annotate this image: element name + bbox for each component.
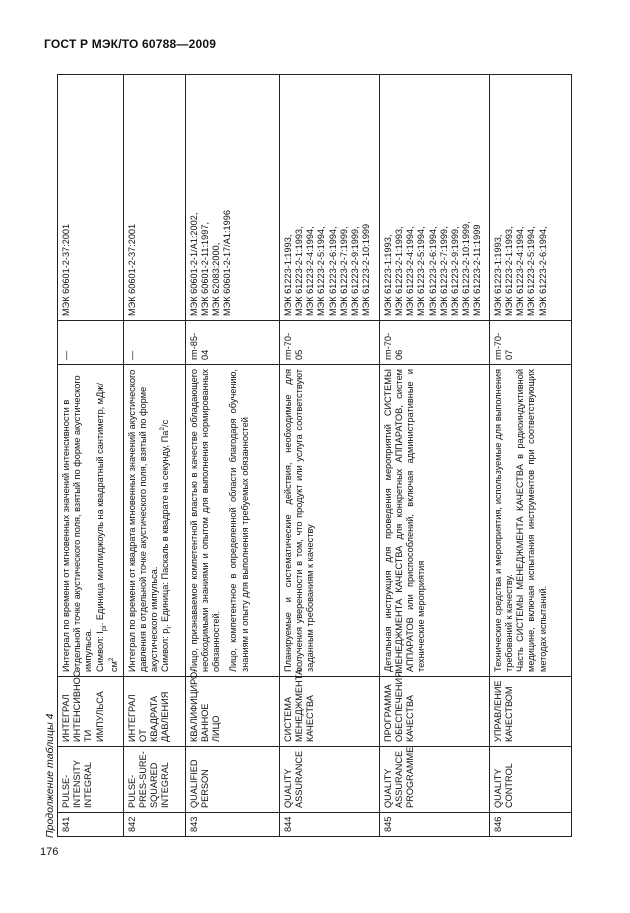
page-number: 176 (40, 846, 59, 858)
table-row (379, 75, 489, 837)
term-en: QUALITY ASSURANCE PROGRAMME (379, 747, 489, 813)
table-row (123, 75, 185, 837)
term-en: QUALITY ASSURANCE (279, 747, 379, 813)
document-header: ГОСТ Р МЭК/ТО 60788—2009 (44, 37, 217, 51)
definition-text: Интеграл по времени от мгновенных значений интенсивности в отдельной точке акустического поля, взятый по форме акустического импульса. (61, 375, 94, 672)
term-ru: ПРОГРАММА ОБЕСПЕЧЕНИЯ КАЧЕСТВА (379, 677, 489, 747)
term-en: PULSE-PRES-SURE-SQUARED INTEGRAL (123, 747, 185, 813)
term-code: — (58, 321, 124, 365)
term-number: 842 (123, 813, 185, 837)
table-row (58, 75, 124, 837)
term-en: PULSE-INTENSITY INTEGRAL (58, 747, 124, 813)
rotated-table-wrapper (57, 75, 567, 837)
term-number: 843 (185, 813, 279, 837)
table-row (279, 75, 379, 837)
term-en: QUALIFIED PERSON (185, 747, 279, 813)
term-ru: ИНТЕГРАЛ ИНТЕНСИВНОС-ТИ ИМПУЛЬСА (58, 677, 124, 747)
term-code: — (123, 321, 185, 365)
definition-symbol: Символ: $p_i$. Единица: Паскаль в квадрате на секунду, $Па^2/с$ (159, 419, 174, 672)
term-code: rm-85-04 (185, 321, 279, 365)
definition-symbol: Символ: $I_{pi}$. Единица миллиджоуль на квадратный сантиметр, мДж/$см^2$ (94, 382, 119, 672)
term-ru: СИСТЕМА МЕНЕДЖМЕНТА КАЧЕСТВА (279, 677, 379, 747)
term-number: 841 (58, 813, 124, 837)
term-code: rm-70-05 (279, 321, 379, 365)
table-continuation-label: Продолжение таблицы 4 (44, 713, 56, 838)
term-definition: Планируемые и систематические действия, необходимые для получения уверенности в том, что продукт или услуга соответствуют заданным требованиям к качеству (279, 365, 379, 677)
table-row (489, 75, 571, 837)
term-definition: Детальная инструкция для проведения мероприятий СИСТЕМЫ МЕНЕДЖМЕНТА КАЧЕСТВА для конкретных АППАРАТОВ, систем АППАРАТОВ или приспособлений, включая административные и технические мероприятия (379, 365, 489, 677)
term-number: 845 (379, 813, 489, 837)
term-references: МЭК 60601-2-37:2001 (58, 75, 124, 321)
definition-text: Интеграл по времени от квадрата мгновенных значений акустического давления в отдельной точке акустического поля, взятый по форме акустического импульса. (126, 369, 160, 672)
term-number: 844 (279, 813, 379, 837)
term-references: МЭК 61223-1:1993, МЭК 61223-2-1:1993, МЭК 61223-2-4:1994, МЭК 61223-2-5:1994, МЭК 61223-2-6:1994, (489, 75, 571, 321)
term-references: МЭК 61223-1:1993, МЭК 61223-2-1:1993, МЭК 61223-2-4:1994, МЭК 61223-2-5:1994, МЭК 61223-2-6:1994, МЭК 61223-2-7:1999, МЭК 61223-2-9:1999, МЭК 61223-2-10:1999 (279, 75, 379, 321)
term-ru: КВАЛИФИЦИРО-ВАННОЕ ЛИЦО (185, 677, 279, 747)
terms-table (57, 74, 572, 837)
term-references: МЭК 60601-2-37:2001 (123, 75, 185, 321)
term-definition: Лицо, признаваемое компетентной властью в качестве обладающего необходимыми знаниями и опытом для выполнения нормированных обязанностей. Лицо, компетентное в определенной области благодаря обучению, знаниям и опыту для выполнения требуемых обязанностей (185, 365, 279, 677)
term-number: 846 (489, 813, 571, 837)
term-en: QUALITY CONTROL (489, 747, 571, 813)
term-code: rm-70-06 (379, 321, 489, 365)
term-definition (58, 365, 124, 677)
term-references: МЭК 61223-1:1993, МЭК 61223-2-1:1993, МЭК 61223-2-4:1994, МЭК 61223-2-5:1994, МЭК 61223-2-6:1994, МЭК 61223-2-7:1999, МЭК 61223-2-9:1999, МЭК 61223-2-10:1999, МЭК 61223-2-11:1999 (379, 75, 489, 321)
table-row (185, 75, 279, 837)
term-ru: ИНТЕГРАЛ ОТ КВАДРАТА ДАВЛЕНИЯ (123, 677, 185, 747)
term-ru: УПРАВЛЕНИЕ КАЧЕСТВОМ (489, 677, 571, 747)
term-references: МЭК 60601-2-1/А1:2002, МЭК 60601-2-11:1997, МЭК 62083:2000, МЭК 60601-2-17/А1:1996 (185, 75, 279, 321)
term-definition (123, 365, 185, 677)
term-code: rm-70-07 (489, 321, 571, 365)
term-definition: Технические средства и мероприятия, используемые для выполнения требований к качеству. Часть СИСТЕМЫ МЕНЕДЖМЕНТА КАЧЕСТВА в радиоиндуктивной медицине, включая испытания инструментов при соответствующих методах испытаний. (489, 365, 571, 677)
